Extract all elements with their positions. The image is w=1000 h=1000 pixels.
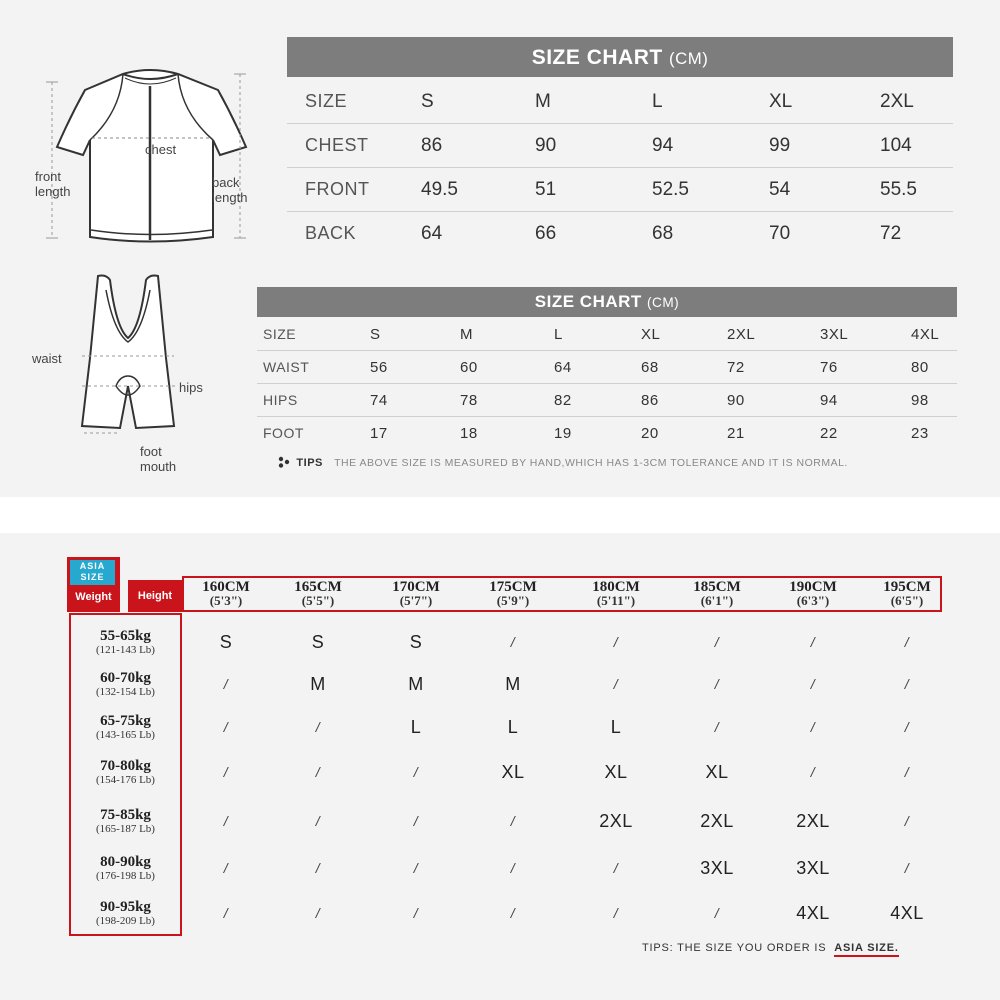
jersey-header-cell: 2XL xyxy=(880,90,914,112)
table-cell: 56 xyxy=(370,358,388,376)
size-cell: / xyxy=(904,634,910,650)
table-cell: 68 xyxy=(641,358,659,376)
weight-row-header xyxy=(69,900,182,928)
measurement-tips xyxy=(277,456,957,472)
weight-axis-label: Weight xyxy=(75,591,112,603)
table-cell: 64 xyxy=(554,358,572,376)
foot-mouth-word1: foot xyxy=(140,444,162,459)
weight-kg: 55-65kg xyxy=(100,628,151,644)
table-cell: 66 xyxy=(535,222,557,244)
height-cm: 170CM xyxy=(392,579,440,595)
size-cell: 2XL xyxy=(599,811,633,831)
row-label: FOOT xyxy=(263,425,304,441)
height-cm: 185CM xyxy=(693,579,741,595)
size-cell: / xyxy=(223,905,229,921)
chest-label: chest xyxy=(145,142,177,157)
bib-header-cell: 4XL xyxy=(911,325,940,343)
weight-kg: 65-75kg xyxy=(100,713,151,729)
jersey-chart-title: SIZE CHART xyxy=(531,46,663,69)
table-cell: 90 xyxy=(727,391,745,409)
height-ft: (5'3") xyxy=(209,593,243,608)
height-ft: (5'7") xyxy=(399,593,433,608)
jersey-header-cell: S xyxy=(421,90,434,112)
front-length-label xyxy=(35,169,70,199)
height-column-header xyxy=(862,580,952,608)
bib-row-waist xyxy=(257,351,957,384)
weight-row-header xyxy=(69,671,182,699)
table-cell: 82 xyxy=(554,391,572,409)
table-cell: 86 xyxy=(421,134,443,156)
jersey-size-table xyxy=(287,80,953,255)
height-ft: (6'1") xyxy=(700,593,734,608)
jersey-row-chest xyxy=(287,124,953,168)
table-cell: 20 xyxy=(641,424,659,442)
row-label: CHEST xyxy=(305,135,369,155)
bib-row-foot xyxy=(257,417,957,449)
weight-kg: 80-90kg xyxy=(100,854,151,870)
weight-row-header xyxy=(69,759,182,787)
back-length-word1: back xyxy=(212,175,240,190)
size-cell: / xyxy=(613,860,619,876)
row-label: BACK xyxy=(305,223,357,243)
table-cell: 19 xyxy=(554,424,572,442)
bib-header-cell: S xyxy=(370,325,381,343)
row-label: WAIST xyxy=(263,359,310,375)
size-cell: / xyxy=(315,719,321,735)
size-cell: 4XL xyxy=(796,903,830,923)
foot-mouth-label xyxy=(140,444,176,474)
table-cell: 94 xyxy=(652,134,674,156)
weight-row-header xyxy=(69,855,182,883)
height-column-header xyxy=(371,580,461,608)
bib-header-row xyxy=(257,318,957,351)
hips-label: hips xyxy=(179,380,203,395)
height-ft: (5'5") xyxy=(301,593,335,608)
size-cell: L xyxy=(410,717,422,737)
weight-lb: (143-165 Lb) xyxy=(96,729,155,741)
table-cell: 90 xyxy=(535,134,557,156)
table-cell: 64 xyxy=(421,222,443,244)
size-cell: / xyxy=(315,905,321,921)
height-ft: (5'9") xyxy=(496,593,530,608)
jersey-header-cell: M xyxy=(535,90,551,112)
height-cm: 175CM xyxy=(489,579,537,595)
size-cell: XL xyxy=(705,762,729,782)
table-cell: 22 xyxy=(820,424,838,442)
jersey-chart-header xyxy=(287,37,953,77)
jersey-header-row xyxy=(287,80,953,124)
table-cell: 54 xyxy=(769,178,791,200)
size-cell: / xyxy=(510,634,516,650)
size-cell: / xyxy=(613,634,619,650)
size-cell: / xyxy=(810,719,816,735)
asia-size-label: ASIA SIZE xyxy=(70,560,115,585)
size-cell: 3XL xyxy=(700,858,734,878)
front-length-word2: length xyxy=(35,184,71,199)
size-cell: / xyxy=(613,676,619,692)
table-cell: 49.5 xyxy=(421,178,458,200)
size-cell: S xyxy=(311,632,325,652)
height-column-header xyxy=(768,580,858,608)
size-cell: / xyxy=(904,860,910,876)
weight-lb: (198-209 Lb) xyxy=(96,915,155,927)
size-cell: / xyxy=(413,860,419,876)
height-ft: (5'11") xyxy=(596,593,636,608)
size-cell: / xyxy=(714,905,720,921)
bib-size-table xyxy=(257,318,957,449)
table-cell: 68 xyxy=(652,222,674,244)
jersey-header-cell: XL xyxy=(769,90,793,112)
foot-mouth-word2: mouth xyxy=(140,459,177,474)
size-cell: / xyxy=(613,905,619,921)
bib-chart-title: SIZE CHART xyxy=(534,292,642,311)
bib-header-cell: M xyxy=(460,325,473,343)
table-cell: 78 xyxy=(460,391,478,409)
size-cell: / xyxy=(810,764,816,780)
size-cell: 4XL xyxy=(890,903,924,923)
height-cm: 165CM xyxy=(294,579,342,595)
weight-lb: (154-176 Lb) xyxy=(96,774,155,786)
bib-header-size: SIZE xyxy=(263,326,297,342)
table-cell: 18 xyxy=(460,424,478,442)
weight-lb: (132-154 Lb) xyxy=(96,686,155,698)
size-cell: 3XL xyxy=(796,858,830,878)
size-cell: XL xyxy=(604,762,628,782)
size-cell: / xyxy=(714,676,720,692)
table-cell: 51 xyxy=(535,178,557,200)
bib-header-cell: XL xyxy=(641,325,661,343)
tips-label: TIPS xyxy=(296,457,323,469)
size-cell: / xyxy=(510,905,516,921)
weight-lb: (121-143 Lb) xyxy=(96,644,155,656)
height-ft: (6'5") xyxy=(890,593,924,608)
table-cell: 94 xyxy=(820,391,838,409)
jersey-chart-unit: (CM) xyxy=(669,49,709,68)
height-cm: 190CM xyxy=(789,579,837,595)
jersey-row-back xyxy=(287,212,953,255)
height-column-header xyxy=(181,580,271,608)
table-cell: 99 xyxy=(769,134,791,156)
height-axis-label: Height xyxy=(128,580,182,612)
bib-chart-header xyxy=(257,287,957,317)
table-cell: 60 xyxy=(460,358,478,376)
size-cell: 2XL xyxy=(796,811,830,831)
size-cell: 2XL xyxy=(700,811,734,831)
size-cell: / xyxy=(223,764,229,780)
row-label: FRONT xyxy=(305,179,370,199)
size-cell: L xyxy=(507,717,519,737)
table-cell: 17 xyxy=(370,424,388,442)
weight-kg: 75-85kg xyxy=(100,807,151,823)
height-cm: 180CM xyxy=(592,579,640,595)
bib-header-cell: L xyxy=(554,325,563,343)
tips-text: THE ABOVE SIZE IS MEASURED BY HAND,WHICH HAS 1-3CM TOLERANCE AND IT IS NORMAL. xyxy=(334,457,848,469)
weight-lb: (176-198 Lb) xyxy=(96,870,155,882)
back-length-label xyxy=(212,175,247,205)
table-cell: 74 xyxy=(370,391,388,409)
height-column-header xyxy=(672,580,762,608)
size-cell: / xyxy=(904,676,910,692)
weight-row-header xyxy=(69,714,182,742)
size-cell: / xyxy=(223,676,229,692)
size-cell: L xyxy=(610,717,622,737)
table-cell: 72 xyxy=(727,358,745,376)
size-cell: / xyxy=(315,813,321,829)
size-cell: M xyxy=(505,674,521,694)
asia-tips-text: TIPS: THE SIZE YOU ORDER IS xyxy=(642,942,827,954)
height-column-header xyxy=(273,580,363,608)
weight-kg: 70-80kg xyxy=(100,758,151,774)
table-cell: 23 xyxy=(911,424,929,442)
jersey-header-cell: L xyxy=(652,90,663,112)
size-cell: S xyxy=(219,632,233,652)
size-cell: / xyxy=(510,860,516,876)
front-length-word1: front xyxy=(35,169,62,184)
weight-row-header xyxy=(69,629,182,657)
bib-shorts-illustration xyxy=(70,268,190,446)
size-cell: / xyxy=(714,719,720,735)
asia-size-tips xyxy=(642,942,942,958)
bib-row-hips xyxy=(257,384,957,417)
size-cell: M xyxy=(408,674,424,694)
size-cell: S xyxy=(409,632,423,652)
weight-kg: 60-70kg xyxy=(100,670,151,686)
table-cell: 76 xyxy=(820,358,838,376)
tips-icon xyxy=(277,456,291,468)
size-cell: M xyxy=(310,674,326,694)
size-cell: / xyxy=(810,676,816,692)
weight-lb: (165-187 Lb) xyxy=(96,823,155,835)
height-column-header xyxy=(571,580,661,608)
height-ft: (6'3") xyxy=(796,593,830,608)
jersey-illustration xyxy=(28,62,278,252)
size-cell: / xyxy=(904,764,910,780)
table-cell: 55.5 xyxy=(880,178,917,200)
size-cell: XL xyxy=(501,762,525,782)
height-cm: 160CM xyxy=(202,579,250,595)
table-cell: 80 xyxy=(911,358,929,376)
size-cell: / xyxy=(810,634,816,650)
asia-tips-highlight: ASIA SIZE. xyxy=(834,942,898,957)
size-cell: / xyxy=(510,813,516,829)
jersey-header-size: SIZE xyxy=(305,91,348,111)
bib-chart-unit: (CM) xyxy=(647,295,680,310)
height-column-header xyxy=(468,580,558,608)
size-cell: / xyxy=(904,813,910,829)
size-cell: / xyxy=(413,905,419,921)
height-cm: 195CM xyxy=(883,579,931,595)
bib-header-cell: 2XL xyxy=(727,325,756,343)
table-cell: 86 xyxy=(641,391,659,409)
table-cell: 104 xyxy=(880,134,912,156)
table-cell: 21 xyxy=(727,424,745,442)
size-cell: / xyxy=(223,719,229,735)
waist-label: waist xyxy=(32,351,62,366)
size-cell: / xyxy=(714,634,720,650)
size-cell: / xyxy=(413,813,419,829)
back-length-word2: length xyxy=(212,190,248,205)
weight-row-header xyxy=(69,808,182,836)
size-cell: / xyxy=(223,860,229,876)
bib-header-cell: 3XL xyxy=(820,325,849,343)
size-cell: / xyxy=(315,764,321,780)
jersey-row-front xyxy=(287,168,953,212)
table-cell: 72 xyxy=(880,222,902,244)
table-cell: 98 xyxy=(911,391,929,409)
row-label: HIPS xyxy=(263,392,298,408)
table-cell: 70 xyxy=(769,222,791,244)
table-cell: 52.5 xyxy=(652,178,689,200)
weight-kg: 90-95kg xyxy=(100,899,151,915)
size-cell: / xyxy=(315,860,321,876)
size-cell: / xyxy=(413,764,419,780)
size-cell: / xyxy=(904,719,910,735)
size-cell: / xyxy=(223,813,229,829)
